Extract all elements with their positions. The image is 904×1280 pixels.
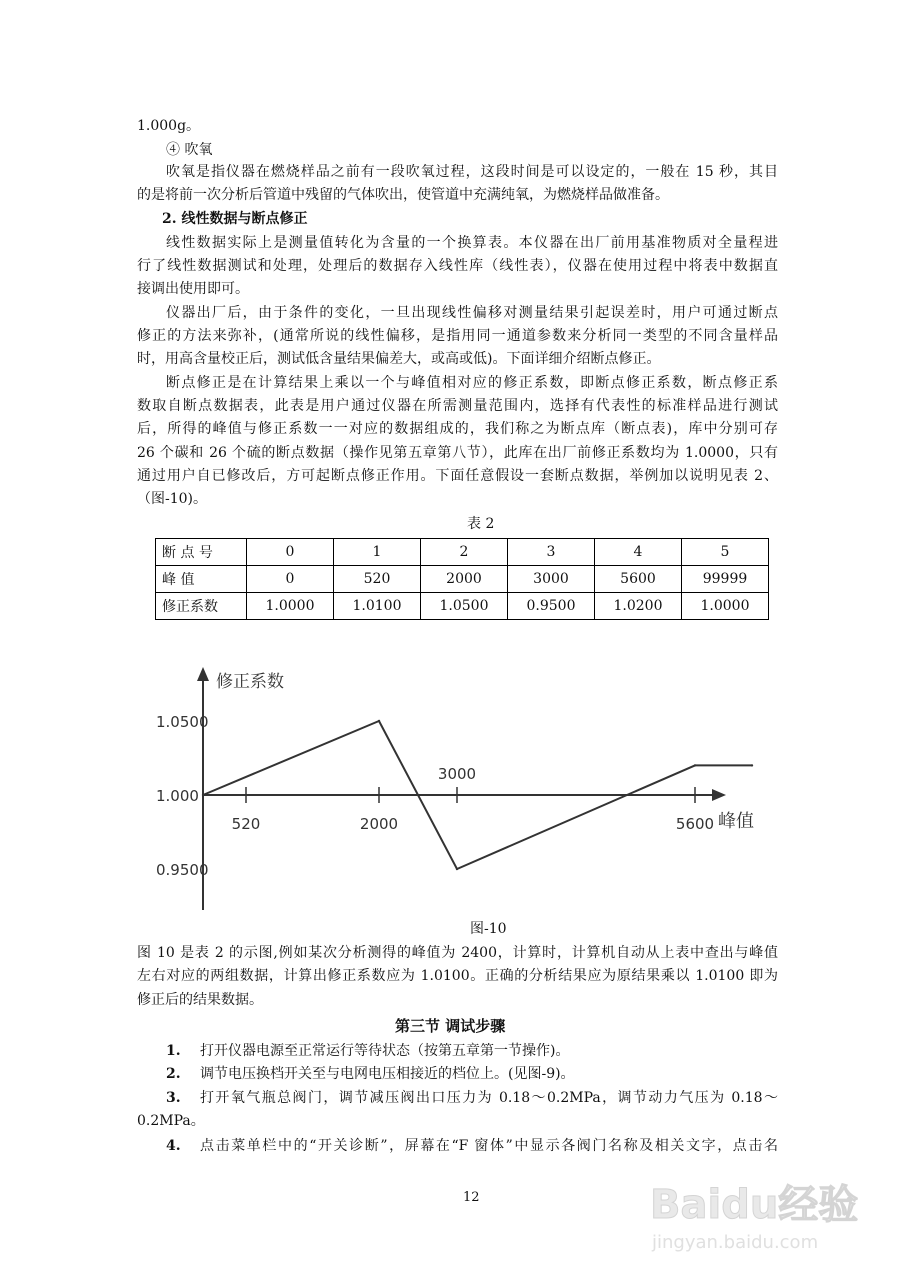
x-tick-label: 520 xyxy=(231,815,261,833)
data-point xyxy=(694,764,696,766)
table-cell: 5600 xyxy=(595,566,682,593)
table-cell: 1.0200 xyxy=(595,593,682,620)
table-cell: 修正系数 xyxy=(156,593,247,620)
x-axis-label: 峰值 xyxy=(718,811,754,832)
x-tick-label: 5600 xyxy=(675,815,715,833)
x-tick-label: 2000 xyxy=(359,815,399,833)
table-cell: 0 xyxy=(247,566,334,593)
x-tick-label: 3000 xyxy=(437,765,477,783)
paragraph-line: 图 10 是表 2 的示图,例如某次分析测得的峰值为 2400，计算时，计算机自动从上表中查出与峰值 xyxy=(137,945,778,961)
table-cell: 4 xyxy=(595,539,682,566)
paragraph-line: 后，所得的峰值与修正系数一一对应的数据组成的，我们称之为断点库（断点表)，库中分别可存 xyxy=(137,421,778,437)
paragraph-line: 通过用户自已修改后，方可起断点修正作用。下面任意假设一套断点数据，举例加以说明见表 2、 xyxy=(137,468,778,484)
step-text: 打开仪器电源至正常运行等待状态（按第五章第一节操作)。 xyxy=(200,1043,570,1059)
text-line: 1.000g。 xyxy=(137,118,201,134)
step-number: 2. xyxy=(166,1066,181,1082)
table-cell: 0.9500 xyxy=(508,593,595,620)
paragraph-line: 仪器出厂后，由于条件的变化，一旦出现线性偏移对测量结果引起误差时，用户可通过断点 xyxy=(166,305,778,321)
table-cell: 1.0500 xyxy=(421,593,508,620)
table-cell: 5 xyxy=(682,539,769,566)
table-cell: 1 xyxy=(334,539,421,566)
table-cell: 断 点 号 xyxy=(156,539,247,566)
paragraph-line: 的是将前一次分析后管道中残留的气体吹出，使管道中充满纯氧，为燃烧样品做准备。 xyxy=(137,187,669,203)
figure-caption: 图-10 xyxy=(470,921,507,937)
table-row xyxy=(156,539,769,566)
subheading: ④ 吹氧 xyxy=(166,142,213,158)
y-tick-label: 1.0500 xyxy=(156,713,209,731)
breakpoint-chart xyxy=(150,655,770,920)
table-row xyxy=(156,593,769,620)
table-caption: 表 2 xyxy=(467,516,495,532)
paragraph-line: 吹氧是指仪器在燃烧样品之前有一段吹氧过程，这段时间是可以设定的，一般在 15 秒，其目 xyxy=(166,164,778,180)
section-title: 第三节 调试步骤 xyxy=(395,1017,506,1035)
watermark-graphic xyxy=(630,1160,880,1260)
paragraph-line: 左右对应的两组数据，计算出修正系数应为 1.0100。正确的分析结果应为原结果乘以 1.0100 即为 xyxy=(137,968,778,984)
table-cell: 2000 xyxy=(421,566,508,593)
step-text: 0.2MPa。 xyxy=(137,1113,205,1129)
paragraph-line: 26 个碳和 26 个硫的断点数据（操作见第五章第八节），此库在出厂前修正系数均为 1.0000，只有 xyxy=(137,445,778,461)
watermark-brand: Baidu经验 xyxy=(650,1182,859,1228)
watermark-url: jingyan.baidu.com xyxy=(652,1232,819,1253)
step-text: 调节电压换档开关至与电网电压相接近的档位上。(见图-9)。 xyxy=(200,1066,575,1082)
step-text: 打开氧气瓶总阀门，调节减压阀出口压力为 0.18～0.2MPa，调节动力气压为 0.18～ xyxy=(200,1090,778,1106)
data-point xyxy=(202,794,204,796)
table-cell: 峰 值 xyxy=(156,566,247,593)
table-cell: 2 xyxy=(421,539,508,566)
step-text: 点击菜单栏中的“开关诊断”，屏幕在“F 窗体”中显示各阀门名称及相关文字，点击名 xyxy=(200,1138,778,1154)
x-axis-arrow xyxy=(712,789,726,801)
paragraph-line: 断点修正是在计算结果上乘以一个与峰值相对应的修正系数，即断点修正系数，断点修正系 xyxy=(166,375,778,391)
y-tick-label: 1.000 xyxy=(156,787,199,805)
table-cell: 99999 xyxy=(682,566,769,593)
paragraph-line: 线性数据实际上是测量值转化为含量的一个换算表。本仪器在出厂前用基准物质对全量程进 xyxy=(166,235,778,251)
table-cell: 520 xyxy=(334,566,421,593)
data-point xyxy=(751,764,753,766)
table-cell: 0 xyxy=(247,539,334,566)
y-axis-arrow xyxy=(197,667,209,681)
step-number: 1. xyxy=(166,1043,181,1059)
paragraph-line: （图-10)。 xyxy=(137,491,208,507)
paragraph-line: 数取自断点数据表，此表是用户通过仪器在所需测量范围内，选择有代表性的标准样品进行测试 xyxy=(137,398,778,414)
table-cell: 1.0000 xyxy=(247,593,334,620)
paragraph-line: 时，用高含量校正后，测试低含量结果偏差大，或高或低)。下面详细介绍断点修正。 xyxy=(137,351,661,367)
section-heading: 2. 线性数据与断点修正 xyxy=(162,211,308,227)
paragraph-line: 修正后的结果数据。 xyxy=(137,992,263,1008)
table-cell: 3 xyxy=(508,539,595,566)
paragraph-line: 修正的方法来弥补，(通常所说的线性偏移，是指用同一通道参数来分析同一类型的不同含量样品 xyxy=(137,328,778,344)
data-point xyxy=(456,868,458,870)
page-number: 12 xyxy=(463,1190,480,1205)
breakpoint-table xyxy=(155,538,769,620)
y-axis-label: 修正系数 xyxy=(216,672,284,692)
y-tick-label: 0.9500 xyxy=(156,861,209,879)
table-row xyxy=(156,566,769,593)
baidu-jingyan-watermark xyxy=(630,1160,880,1260)
step-number: 3. xyxy=(166,1090,181,1106)
paragraph-line: 接调出使用即可。 xyxy=(137,281,249,297)
table-cell: 3000 xyxy=(508,566,595,593)
step-number: 4. xyxy=(166,1138,181,1154)
table-cell: 1.0000 xyxy=(682,593,769,620)
table-cell: 1.0100 xyxy=(334,593,421,620)
paragraph-line: 行了线性数据测试和处理，处理后的数据存入线性库（线性表），仪器在使用过程中将表中数据直 xyxy=(137,258,778,274)
data-point xyxy=(378,720,380,722)
